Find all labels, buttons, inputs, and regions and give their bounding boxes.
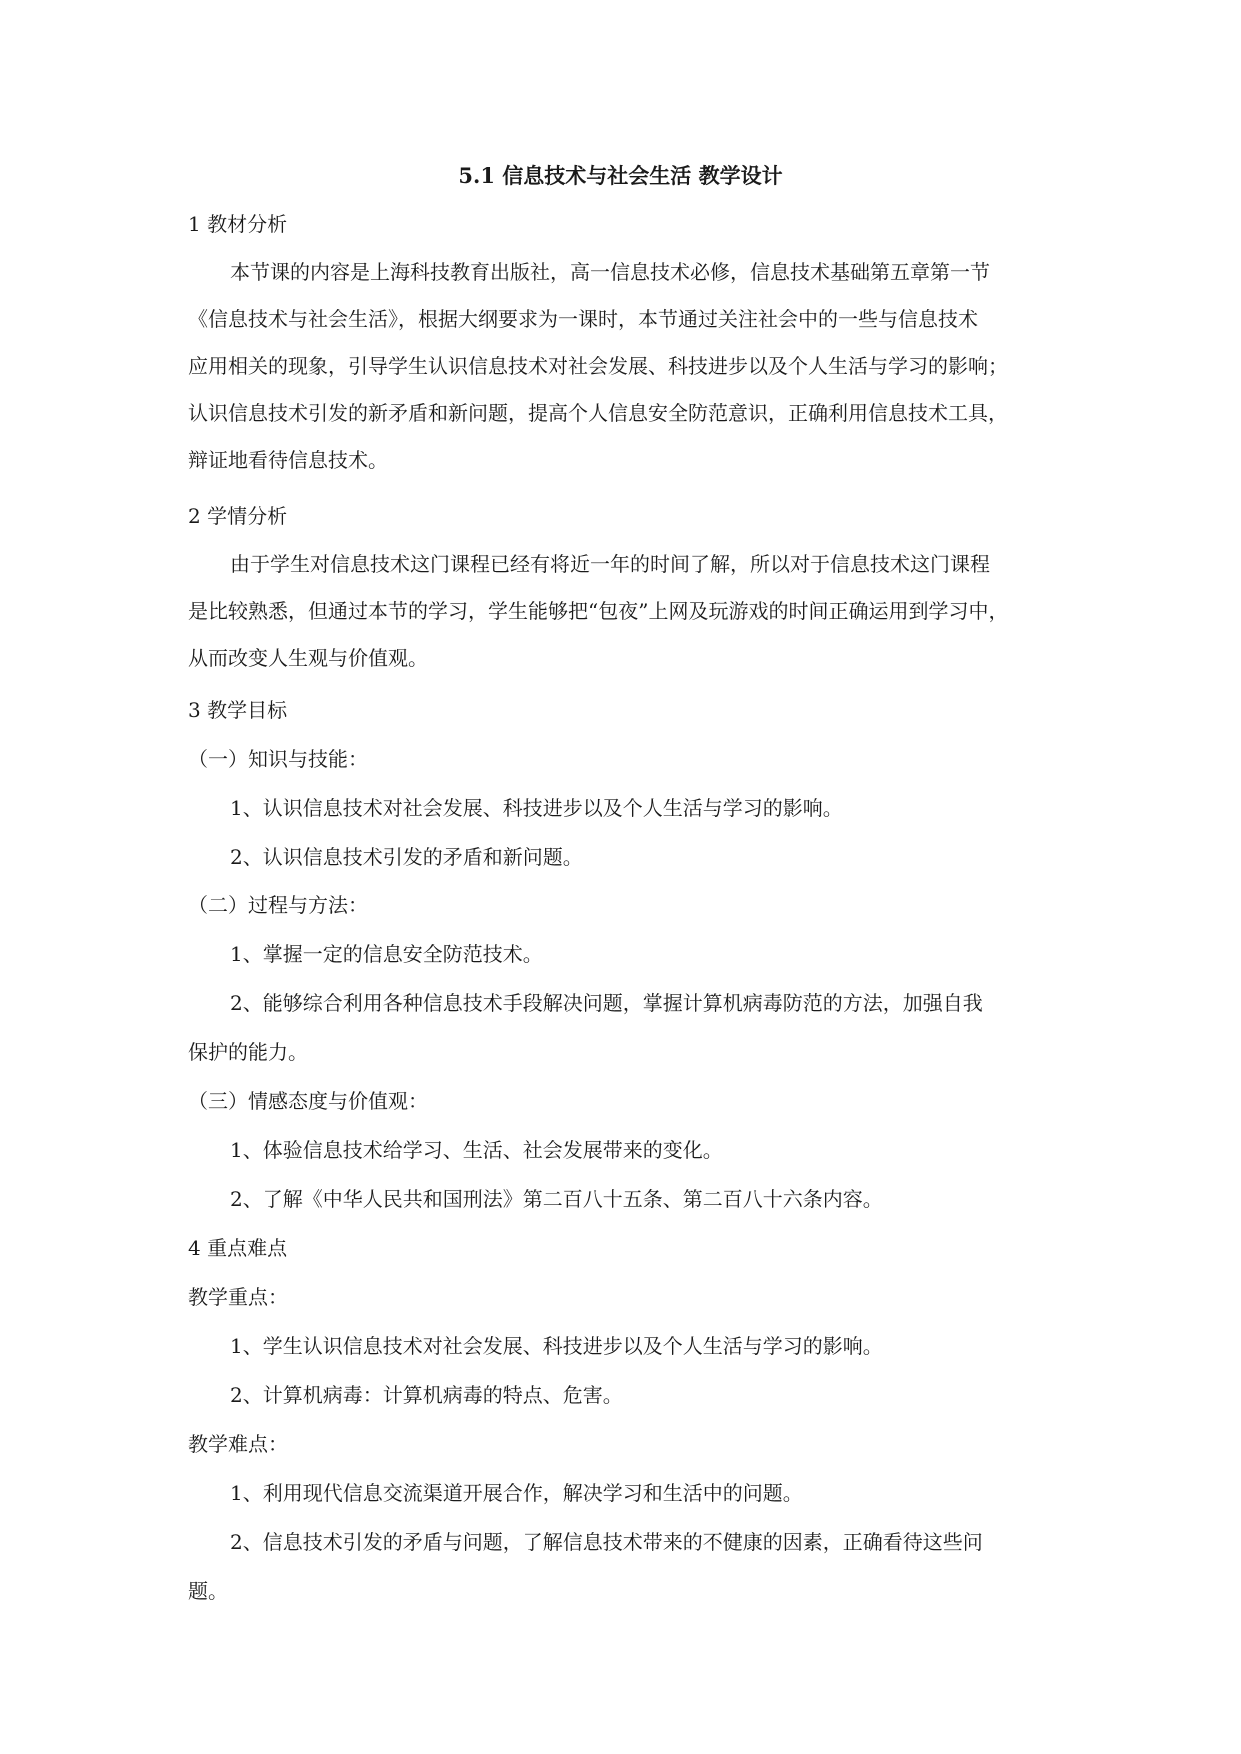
- document-title: 5.1 信息技术与社会生活 教学设计: [458, 163, 783, 188]
- paragraph-line: 认识信息技术引发的新矛盾和新问题，提高个人信息安全防范意识，正确利用信息技术工具，: [188, 401, 1008, 425]
- section-heading-key-points: 4 重点难点: [188, 1236, 288, 1260]
- paragraph-line: 从而改变人生观与价值观。: [188, 646, 428, 670]
- paragraph-line: 应用相关的现象，引导学生认识信息技术对社会发展、科技进步以及个人生活与学习的影响；: [188, 354, 1008, 378]
- list-item: 2、信息技术引发的矛盾与问题，了解信息技术带来的不健康的因素，正确看待这些问: [230, 1530, 983, 1554]
- paragraph-line: 由于学生对信息技术这门课程已经有将近一年的时间了解，所以对于信息技术这门课程: [230, 552, 990, 576]
- list-item: 1、学生认识信息技术对社会发展、科技进步以及个人生活与学习的影响。: [230, 1334, 883, 1358]
- list-item: 1、掌握一定的信息安全防范技术。: [230, 942, 543, 966]
- objective-group-label: （二）过程与方法：: [188, 893, 368, 917]
- list-item: 1、认识信息技术对社会发展、科技进步以及个人生活与学习的影响。: [230, 796, 843, 820]
- list-item: 1、利用现代信息交流渠道开展合作，解决学习和生活中的问题。: [230, 1481, 803, 1505]
- list-item: 2、了解《中华人民共和国刑法》第二百八十五条、第二百八十六条内容。: [230, 1187, 883, 1211]
- difficult-points-label: 教学难点：: [188, 1432, 288, 1456]
- list-item: 2、认识信息技术引发的矛盾和新问题。: [230, 845, 583, 869]
- key-points-label: 教学重点：: [188, 1285, 288, 1309]
- list-item: 保护的能力。: [188, 1040, 308, 1064]
- paragraph-line: 辩证地看待信息技术。: [188, 448, 388, 472]
- list-item: 2、能够综合利用各种信息技术手段解决问题，掌握计算机病毒防范的方法，加强自我: [230, 991, 983, 1015]
- paragraph-line: 是比较熟悉，但通过本节的学习，学生能够把“包夜”上网及玩游戏的时间正确运用到学习中，: [188, 599, 1009, 623]
- list-item: 2、计算机病毒：计算机病毒的特点、危害。: [230, 1383, 623, 1407]
- section-heading-materials: 1 教材分析: [188, 212, 288, 236]
- objective-group-label: （三）情感态度与价值观：: [188, 1089, 428, 1113]
- objective-group-label: （一）知识与技能：: [188, 747, 368, 771]
- list-item: 题。: [188, 1579, 228, 1603]
- paragraph-line: 《信息技术与社会生活》，根据大纲要求为一课时，本节通过关注社会中的一些与信息技术: [188, 307, 978, 331]
- paragraph-line: 本节课的内容是上海科技教育出版社，高一信息技术必修，信息技术基础第五章第一节: [230, 260, 990, 284]
- list-item: 1、体验信息技术给学习、生活、社会发展带来的变化。: [230, 1138, 723, 1162]
- section-heading-objectives: 3 教学目标: [188, 698, 288, 722]
- section-heading-students: 2 学情分析: [188, 504, 288, 528]
